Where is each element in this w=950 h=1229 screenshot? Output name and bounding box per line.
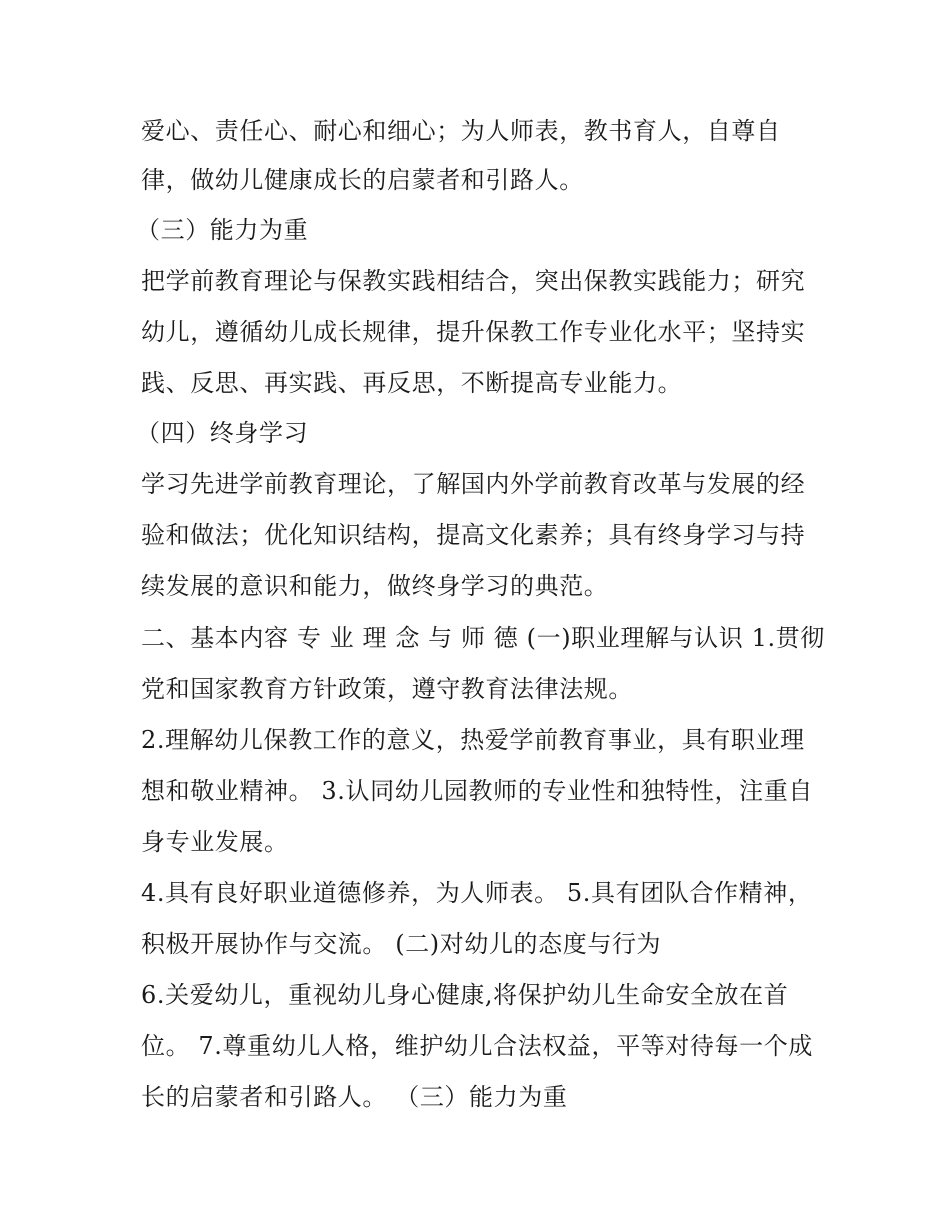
text-line: 4.具有良好职业道德修养，为人师表。 5.具有团队合作精神， (141, 879, 813, 907)
text-line: 爱心、责任心、耐心和细心；为人师表，教书育人，自尊自 (141, 117, 781, 145)
text-line: 续发展的意识和能力，做终身学习的典范。 (141, 572, 609, 600)
text-line: 律，做幼儿健康成长的启蒙者和引路人。 (141, 166, 584, 194)
text-line: 幼儿，遵循幼儿成长规律，提升保教工作专业化水平；坚持实 (141, 318, 806, 346)
text-line: 6.关爱幼儿，重视幼儿身心健康,将保护幼儿生命安全放在首 (141, 981, 789, 1009)
text-line: 身专业发展。 (141, 828, 289, 856)
text-line: 学习先进学前教育理论，了解国内外学前教育改革与发展的经 (141, 470, 806, 498)
text-line: 践、反思、再实践、再反思，不断提高专业能力。 (141, 369, 683, 397)
text-line: 想和敬业精神。 3.认同幼儿园教师的专业性和独特性，注重自 (141, 777, 813, 805)
section-heading: （三）能力为重 (136, 216, 309, 244)
text-line: 验和做法；优化知识结构，提高文化素养；具有终身学习与持 (141, 521, 806, 549)
text-line: 长的启蒙者和引路人。 （三）能力为重 (141, 1083, 568, 1111)
text-line: 积极开展协作与交流。 (二)对幼儿的态度与行为 (141, 930, 662, 958)
text-line: 二、基本内容 专 业 理 念 与 师 德 (一)职业理解与认识 1.贯彻 (141, 624, 825, 652)
text-line: 位。 7.尊重幼儿人格，维护幼儿合法权益，平等对待每一个成 (141, 1032, 813, 1060)
text-line: 党和国家教育方针政策，遵守教育法律法规。 (141, 675, 633, 703)
text-line: 把学前教育理论与保教实践相结合，突出保教实践能力；研究 (141, 267, 806, 295)
text-line: 2.理解幼儿保教工作的意义，热爱学前教育事业，具有职业理 (141, 726, 805, 754)
section-heading: （四）终身学习 (136, 419, 309, 447)
